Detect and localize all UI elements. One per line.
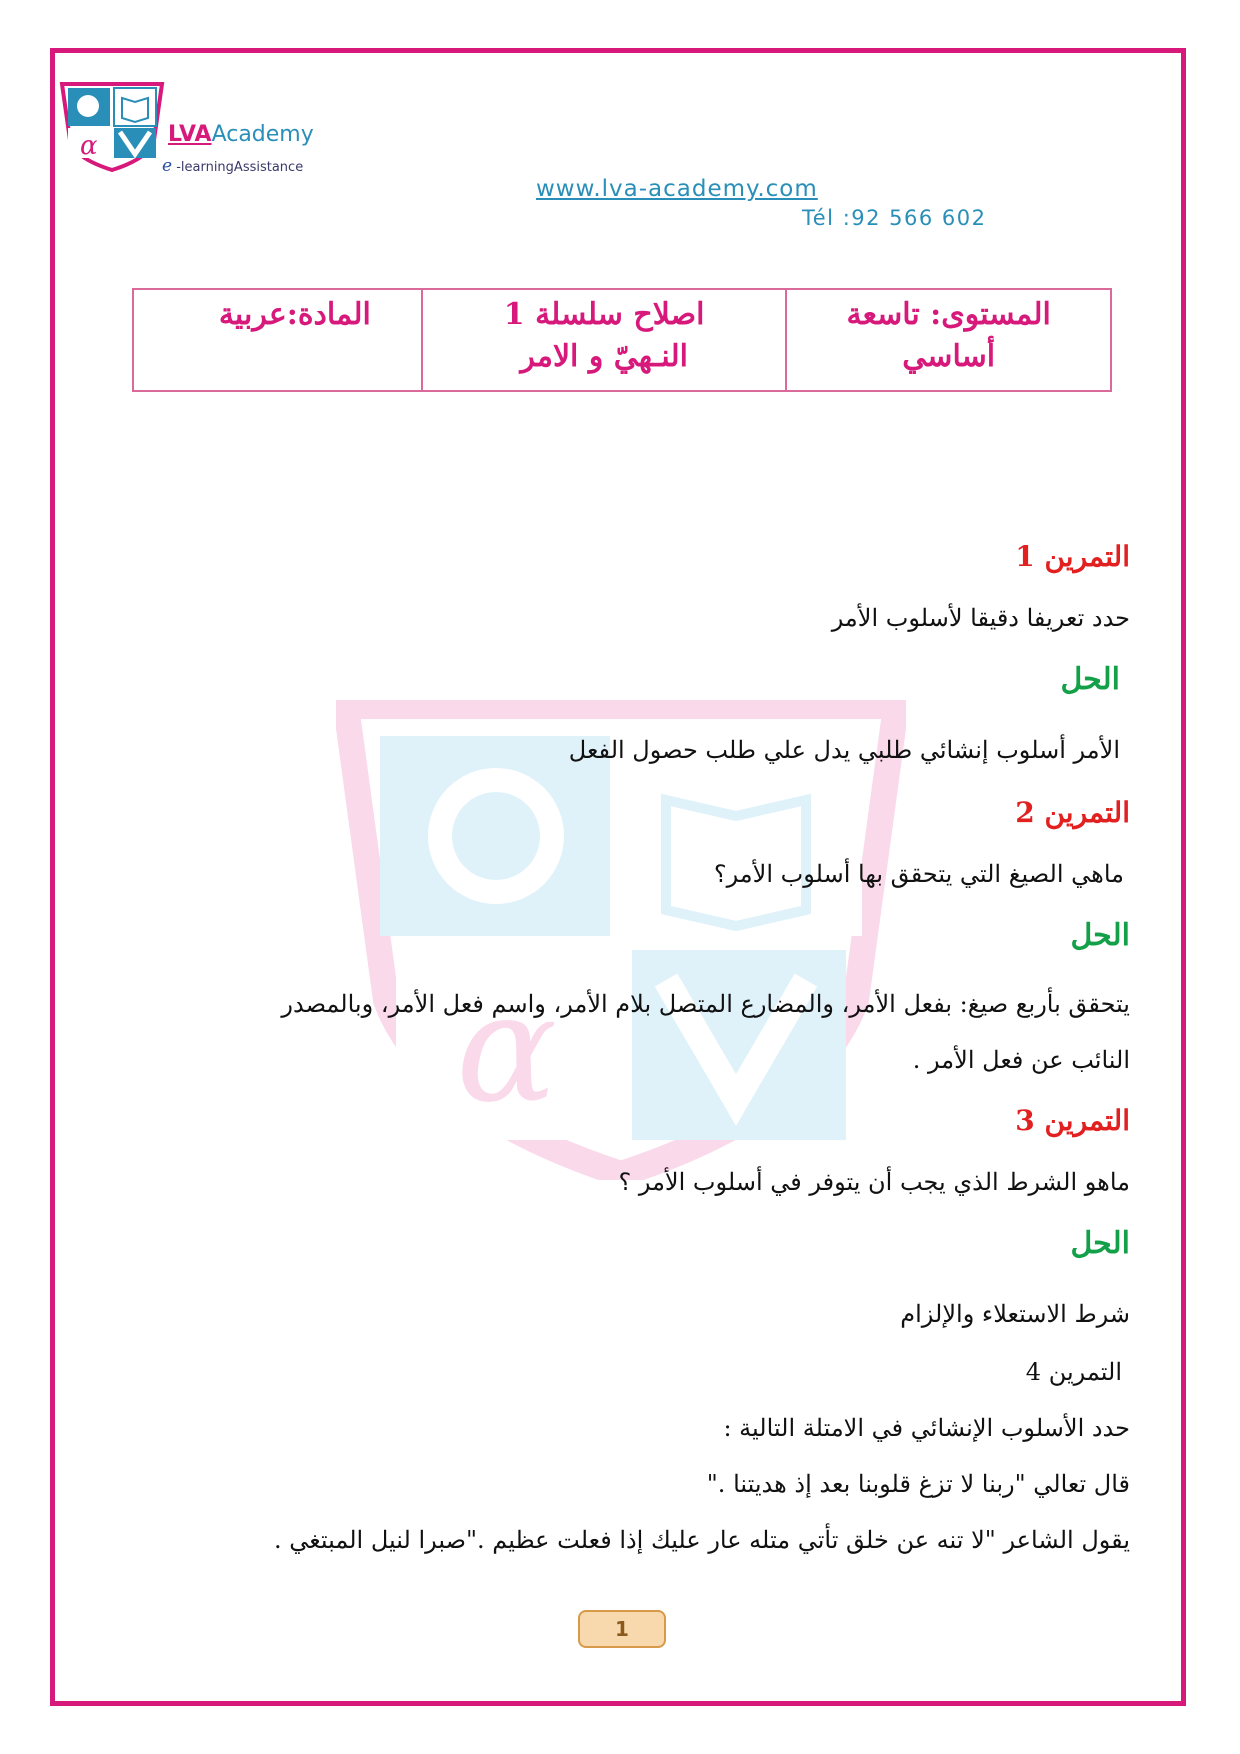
title-cell xyxy=(421,290,785,390)
exercise-3-solution-title: الحل xyxy=(1070,1226,1130,1261)
website-link[interactable]: www.lva-academy.com xyxy=(536,176,818,202)
exercise-1-solution: الأمر أسلوب إنشائي طلبي يدل علي طلب حصول الفعل xyxy=(568,736,1120,764)
watermark-logo xyxy=(336,700,906,1180)
page-number-badge: 1 xyxy=(578,1610,666,1648)
exercise-3-question: ماهو الشرط الذي يجب أن يتوفر في أسلوب الأمر ؟ xyxy=(618,1168,1130,1196)
exercise-2-solution-line-1: يتحقق بأربع صيغ: بفعل الأمر، والمضارع المتصل بلام الأمر، واسم فعل الأمر، وبالمصدر xyxy=(281,990,1130,1018)
exercise-1-solution-title: الحل xyxy=(1060,662,1120,697)
info-table xyxy=(132,288,1112,392)
svg-text:α: α xyxy=(80,131,98,161)
subject-cell xyxy=(134,290,421,390)
exercise-4-item-1: قال تعالي "ربنا لا تزغ قلوبنا بعد إذ هديتنا ." xyxy=(706,1470,1130,1498)
svg-text:α: α xyxy=(456,962,558,1136)
tagline-e: e xyxy=(162,156,173,176)
phone-number: Tél :92 566 602 xyxy=(802,206,987,230)
brand-suffix: Academy xyxy=(211,122,314,147)
exercise-3-solution: شرط الاستعلاء والإلزام xyxy=(900,1300,1130,1328)
brand-prefix: LVA xyxy=(168,122,212,147)
lva-academy-logo xyxy=(58,80,166,172)
subject-text: المادة:عربية xyxy=(218,297,371,332)
exercise-4-question: حدد الأسلوب الإنشائي في الامتلة التالية : xyxy=(723,1414,1130,1442)
exercise-2-solution-title: الحل xyxy=(1070,918,1130,953)
brand-name xyxy=(168,122,314,147)
exercise-2-title: التمرين 2 xyxy=(1015,796,1130,829)
level-line-2: أساسي xyxy=(902,339,996,374)
tagline-text: -learningAssistance xyxy=(172,160,304,175)
title-line-1: اصلاح سلسلة 1 xyxy=(503,297,705,332)
exercise-4-item-2: يقول الشاعر "لا تنه عن خلق تأتي متله عار عليك إذا فعلت عظيم ."صبرا لنيل المبتغي . xyxy=(274,1526,1130,1554)
brand-tagline xyxy=(162,156,303,176)
level-cell xyxy=(785,290,1110,390)
exercise-2-solution-line-2: النائب عن فعل الأمر . xyxy=(912,1046,1130,1074)
exercise-3-title: التمرين 3 xyxy=(1015,1104,1130,1137)
exercise-1-question: حدد تعريفا دقيقا لأسلوب الأمر xyxy=(831,604,1130,632)
exercise-4-title: التمرين 4 xyxy=(1025,1358,1122,1386)
level-line-1: المستوى: تاسعة xyxy=(846,297,1051,332)
title-line-2: النـهيّ و الامر xyxy=(520,339,688,374)
exercise-1-title: التمرين 1 xyxy=(1015,540,1130,573)
exercise-2-question: ماهي الصيغ التي يتحقق بها أسلوب الأمر؟ xyxy=(713,860,1124,888)
